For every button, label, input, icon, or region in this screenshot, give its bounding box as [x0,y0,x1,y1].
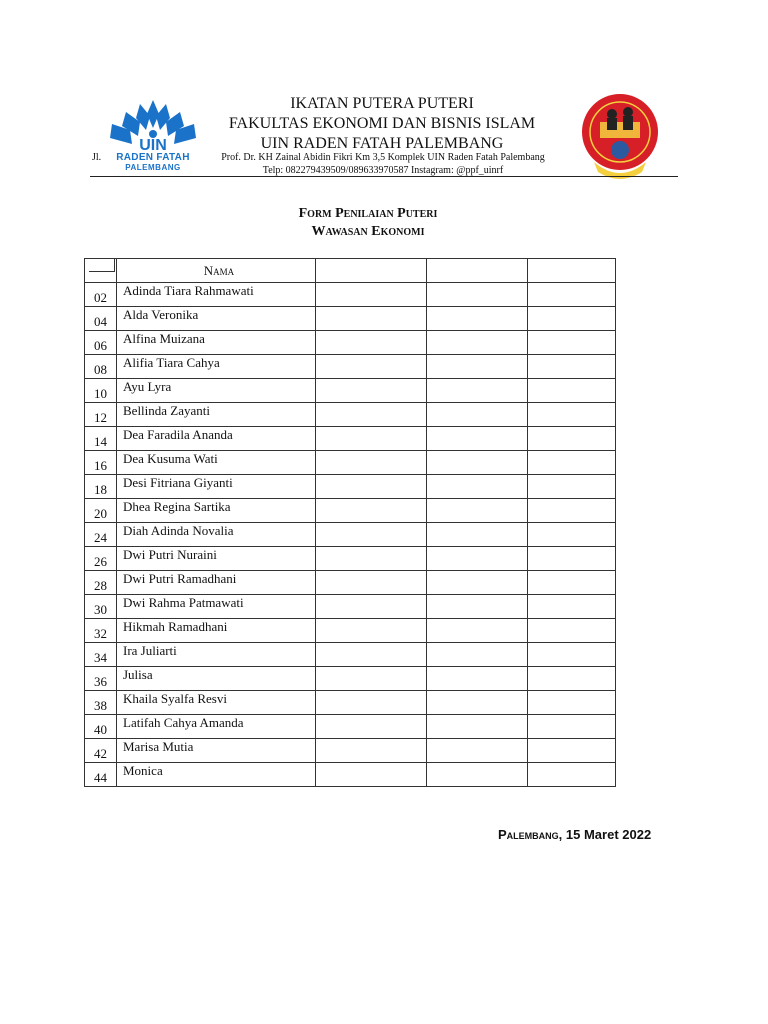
score-cell[interactable] [528,379,616,403]
org-line-3: UIN RADEN FATAH PALEMBANG [260,135,504,152]
table-row [85,643,616,667]
row-number: 08 [85,355,117,379]
score-cell[interactable] [316,595,427,619]
header-name-cell: Nama [117,259,316,283]
table-row [85,523,616,547]
row-number: 18 [85,475,117,499]
row-name: Hikmah Ramadhani [117,619,316,643]
row-name: Diah Adinda Novalia [117,523,316,547]
row-number: 04 [85,307,117,331]
signature-date [498,827,651,842]
score-cell[interactable] [528,523,616,547]
row-name: Khaila Syalfa Resvi [117,691,316,715]
row-number: 12 [85,403,117,427]
table-row [85,619,616,643]
table-row [85,571,616,595]
table-row [85,595,616,619]
score-cell[interactable] [316,283,427,307]
row-name: Alifia Tiara Cahya [117,355,316,379]
score-cell[interactable] [427,403,528,427]
score-cell[interactable] [528,595,616,619]
row-name: Dwi Putri Ramadhani [117,571,316,595]
score-cell[interactable] [427,451,528,475]
score-cell[interactable] [427,715,528,739]
table-row [85,307,616,331]
row-number: 34 [85,643,117,667]
row-number: 02 [85,283,117,307]
score-cell[interactable] [316,643,427,667]
address-line: Prof. Dr. KH Zainal Abidin Fikri Km 3,5 Komplek UIN Raden Fatah Palembang [221,152,545,163]
row-number: 20 [85,499,117,523]
row-number: 36 [85,667,117,691]
score-cell[interactable] [316,451,427,475]
score-cell[interactable] [528,547,616,571]
score-cell[interactable] [427,571,528,595]
score-cell[interactable] [427,331,528,355]
row-number: 44 [85,763,117,787]
score-cell[interactable] [427,667,528,691]
score-cell[interactable] [316,667,427,691]
score-cell[interactable] [528,763,616,787]
score-cell[interactable] [316,379,427,403]
score-cell[interactable] [427,307,528,331]
table-row [85,715,616,739]
table-row [85,403,616,427]
score-cell[interactable] [528,331,616,355]
row-name: Alfina Muizana [117,331,316,355]
header-score-cell-3 [528,259,616,283]
score-cell[interactable] [316,715,427,739]
row-name: Dea Kusuma Wati [117,451,316,475]
signature-place: Palembang, [498,827,563,842]
score-cell[interactable] [316,403,427,427]
score-cell[interactable] [528,451,616,475]
score-cell[interactable] [427,379,528,403]
score-cell[interactable] [528,355,616,379]
score-cell[interactable] [427,523,528,547]
row-number: 40 [85,715,117,739]
row-name: Dwi Putri Nuraini [117,547,316,571]
score-cell[interactable] [427,547,528,571]
header-divider [90,176,678,177]
score-cell[interactable] [316,619,427,643]
row-number: 42 [85,739,117,763]
table-row [85,331,616,355]
score-cell[interactable] [528,667,616,691]
score-cell[interactable] [316,691,427,715]
score-cell[interactable] [427,643,528,667]
row-name: Alda Veronika [117,307,316,331]
form-title-line-2: Wawasan Ekonomi [311,224,425,239]
score-cell[interactable] [316,763,427,787]
score-cell[interactable] [316,475,427,499]
row-number: 14 [85,427,117,451]
row-name: Ayu Lyra [117,379,316,403]
svg-text:UIN: UIN [139,137,167,154]
row-number: 16 [85,451,117,475]
ppf-logo-icon [578,92,662,184]
organization-header [200,94,564,154]
row-number: 32 [85,619,117,643]
address-block [198,151,568,177]
table-row [85,739,616,763]
score-cell[interactable] [427,283,528,307]
row-name: Desi Fitriana Giyanti [117,475,316,499]
row-number: 38 [85,691,117,715]
address-prefix: Jl. [92,152,102,163]
table-row [85,283,616,307]
row-number: 10 [85,379,117,403]
contact-line: Telp: 082279439509/089633970587 Instagram: @ppf_uinrf [262,165,504,176]
row-number: 30 [85,595,117,619]
score-cell[interactable] [528,427,616,451]
logo-city: PALEMBANG [125,163,181,172]
table-header-row [85,259,616,283]
header-number-cell [85,259,117,283]
score-cell[interactable] [427,619,528,643]
table-row [85,427,616,451]
score-cell[interactable] [528,643,616,667]
table-row [85,763,616,787]
score-cell[interactable] [316,307,427,331]
table-row [85,547,616,571]
score-cell[interactable] [427,499,528,523]
table-row [85,499,616,523]
header-score-cell-1 [316,259,427,283]
header-score-cell-2 [427,259,528,283]
row-name: Bellinda Zayanti [117,403,316,427]
logo-name: RADEN FATAH [116,152,190,163]
score-cell[interactable] [427,355,528,379]
score-cell[interactable] [316,355,427,379]
row-name: Ira Juliarti [117,643,316,667]
org-line-2: FAKULTAS EKONOMI DAN BISNIS ISLAM [228,115,536,132]
score-cell[interactable] [427,763,528,787]
table-row [85,379,616,403]
row-name: Latifah Cahya Amanda [117,715,316,739]
score-cell[interactable] [316,499,427,523]
score-cell[interactable] [427,475,528,499]
score-cell[interactable] [316,571,427,595]
score-cell[interactable] [528,715,616,739]
score-cell[interactable] [528,475,616,499]
assessment-table [84,258,616,787]
row-number: 24 [85,523,117,547]
table-row [85,691,616,715]
form-title-line-1: Form Penilaian Puteri [298,206,438,221]
row-name: Dwi Rahma Patmawati [117,595,316,619]
row-number: 26 [85,547,117,571]
row-name: Julisa [117,667,316,691]
score-cell[interactable] [528,739,616,763]
row-name: Marisa Mutia [117,739,316,763]
score-cell[interactable] [528,499,616,523]
score-cell[interactable] [528,403,616,427]
score-cell[interactable] [528,691,616,715]
score-cell[interactable] [316,427,427,451]
row-name: Adinda Tiara Rahmawati [117,283,316,307]
score-cell[interactable] [316,523,427,547]
score-cell[interactable] [427,595,528,619]
row-name: Dhea Regina Sartika [117,499,316,523]
row-number: 28 [85,571,117,595]
score-cell[interactable] [316,547,427,571]
score-cell[interactable] [528,307,616,331]
score-cell[interactable] [427,739,528,763]
signature-date-value: 15 Maret 2022 [565,827,652,842]
score-cell[interactable] [316,331,427,355]
form-title [180,205,556,241]
table-row [85,475,616,499]
row-name: Monica [117,763,316,787]
score-cell[interactable] [528,619,616,643]
row-name: Dea Faradila Ananda [117,427,316,451]
table-row [85,355,616,379]
score-cell[interactable] [528,283,616,307]
row-number: 06 [85,331,117,355]
score-cell[interactable] [316,739,427,763]
table-row [85,451,616,475]
table-row [85,667,616,691]
score-cell[interactable] [427,427,528,451]
score-cell[interactable] [528,571,616,595]
uin-logo-caption [113,152,193,172]
score-cell[interactable] [427,691,528,715]
org-line-1: IKATAN PUTERA PUTERI [290,95,474,112]
